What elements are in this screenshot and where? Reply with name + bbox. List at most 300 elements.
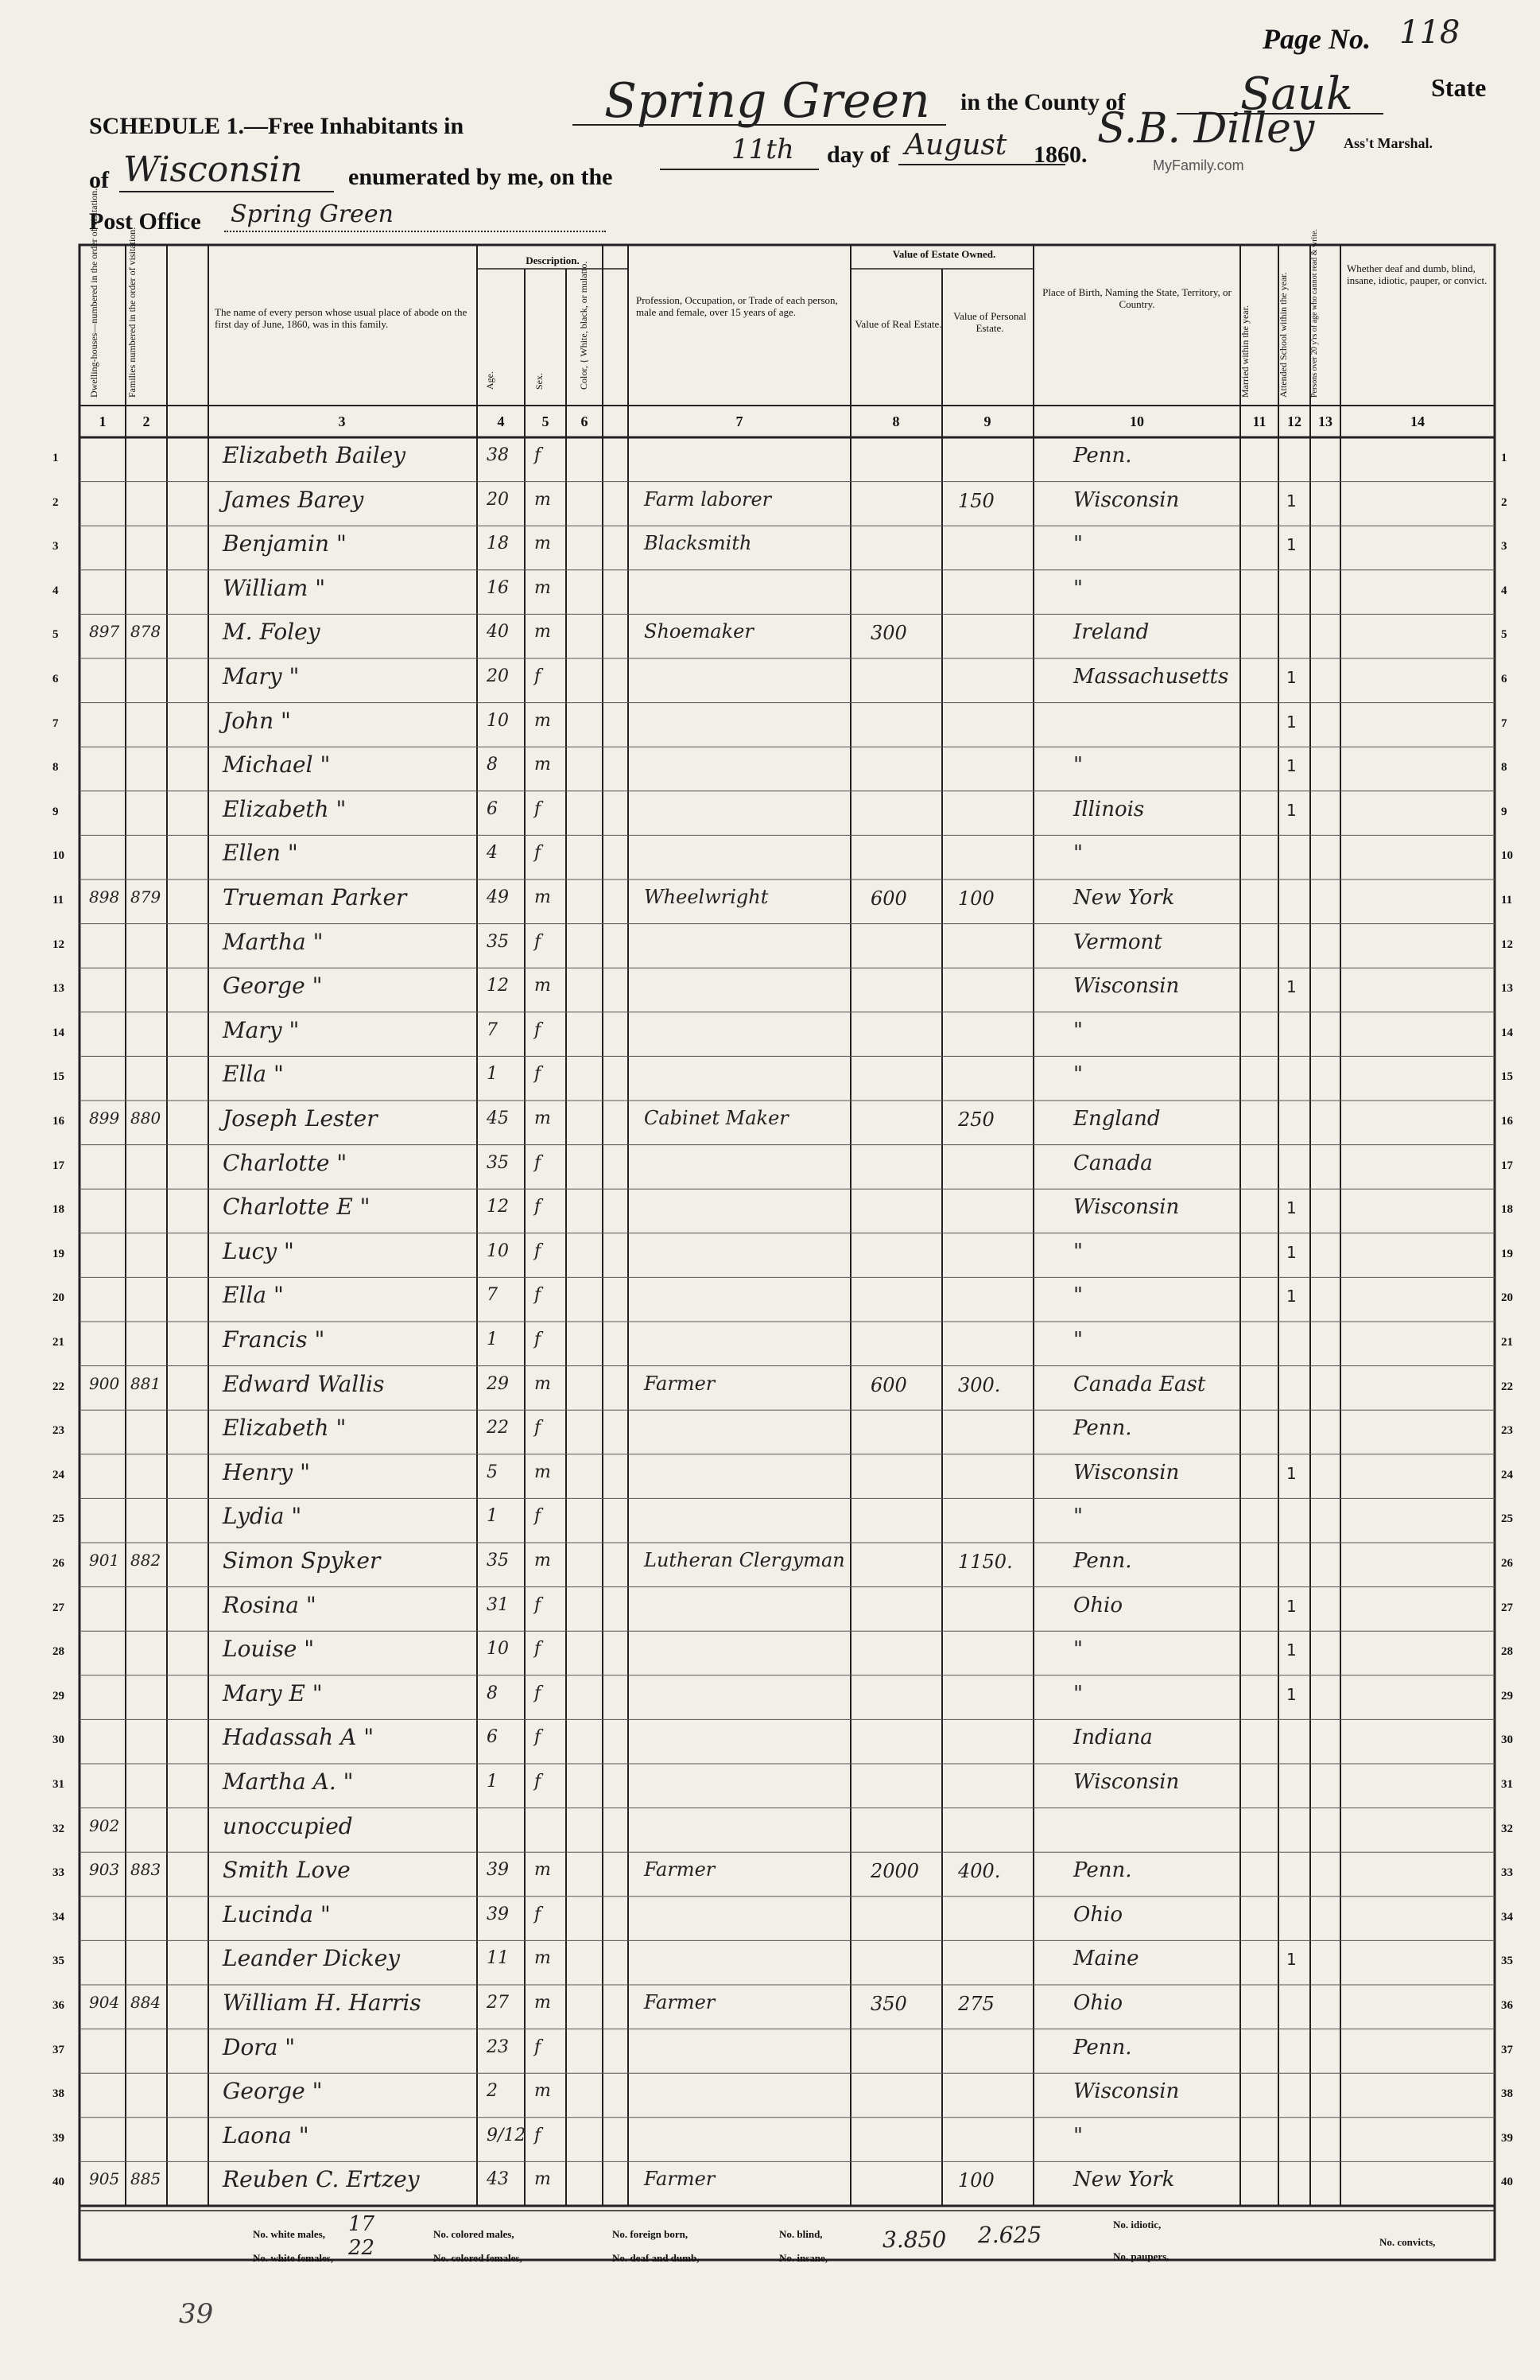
schedule-label: SCHEDULE 1.—Free Inhabitants in	[89, 113, 464, 139]
column-number: 3	[338, 413, 346, 429]
person-sex: f	[534, 1197, 541, 1217]
person-age: 20	[487, 666, 509, 686]
person-age: 49	[487, 887, 509, 907]
person-age: 45	[487, 1108, 509, 1128]
col12-header: Attended School within the year.	[1278, 272, 1289, 398]
place-of-birth: "	[1073, 1504, 1083, 1529]
row-number-right: 1	[1501, 452, 1507, 464]
row-number-right: 15	[1501, 1070, 1513, 1084]
person-name: James Barey	[223, 486, 364, 513]
row-number-left: 15	[52, 1070, 64, 1084]
row-number-right: 38	[1501, 2087, 1513, 2101]
person-sex: f	[534, 1639, 541, 1660]
person-occupation: Blacksmith	[644, 532, 752, 555]
row-number-left: 4	[52, 584, 59, 597]
family-number: 883	[130, 1860, 161, 1880]
row-number-right: 18	[1501, 1203, 1513, 1217]
place-of-birth: Ireland	[1073, 620, 1150, 645]
page-footer-mark: 39	[179, 2298, 214, 2330]
place-of-birth: "	[1073, 1062, 1083, 1087]
personal-estate-value: 150	[958, 489, 995, 512]
row-number-right: 33	[1501, 1866, 1513, 1880]
county-value: Sauk	[1240, 68, 1353, 120]
row-number-left: 17	[52, 1159, 64, 1172]
row-number-right: 12	[1501, 938, 1513, 951]
person-sex: m	[534, 577, 551, 598]
school-mark: 1	[1286, 1640, 1297, 1660]
person-name: Elizabeth "	[223, 1415, 347, 1442]
person-name: Benjamin "	[223, 530, 347, 557]
person-name: Ella "	[223, 1061, 284, 1088]
row-number-left: 30	[52, 1734, 64, 1747]
column-number: 12	[1287, 413, 1301, 429]
person-name: Leander Dickey	[223, 1945, 401, 1972]
school-mark: 1	[1286, 1198, 1297, 1218]
col14-header: Whether deaf and dumb, blind, insane, idiotic, pauper, or convict.	[1347, 262, 1488, 286]
person-sex: m	[534, 1108, 551, 1128]
place-of-birth: Wisconsin	[1073, 1770, 1180, 1794]
column-number: 7	[735, 413, 743, 429]
school-mark: 1	[1286, 1463, 1297, 1483]
person-age: 1	[487, 1772, 498, 1792]
person-sex: f	[534, 1904, 541, 1924]
col13-header: Persons over 20 y'rs of age who cannot read & write.	[1310, 228, 1319, 398]
person-name: Smith Love	[223, 1857, 351, 1884]
person-name: Louise "	[223, 1636, 315, 1663]
row-number-right: 37	[1501, 2043, 1513, 2056]
person-sex: f	[534, 1330, 541, 1349]
person-age: 1	[487, 1064, 498, 1085]
personal-estate-total: 2.625	[978, 2222, 1042, 2248]
month-value: August	[905, 129, 1007, 161]
person-age: 31	[487, 1594, 509, 1615]
row-number-right: 40	[1501, 2176, 1513, 2189]
row-number-right: 24	[1501, 1468, 1513, 1481]
place-of-birth: New York	[1073, 2168, 1175, 2192]
row-number-left: 37	[52, 2043, 64, 2056]
column-number: 10	[1130, 413, 1144, 429]
dwelling-number: 898	[89, 887, 120, 907]
row-number-right: 8	[1501, 761, 1507, 775]
place-of-birth: Illinois	[1073, 797, 1145, 821]
personal-estate-value: 1150.	[958, 1551, 1013, 1573]
person-sex: m	[534, 2169, 551, 2190]
row-number-left: 35	[52, 1955, 64, 1968]
person-occupation: Farmer	[644, 2168, 716, 2191]
person-age: 4	[487, 843, 498, 864]
row-number-left: 10	[52, 849, 64, 863]
personal-estate-value: 250	[958, 1108, 995, 1131]
col9-header: Value of Personal Estate.	[953, 310, 1026, 334]
school-mark: 1	[1286, 1287, 1297, 1306]
place-of-birth: Ohio	[1073, 1593, 1123, 1617]
row-number-right: 39	[1501, 2131, 1513, 2145]
column-number: 1	[99, 413, 107, 429]
person-occupation: Farmer	[644, 1991, 716, 2013]
col3-header: The name of every person whose usual place of abode on the first day of June, 1860, was in this family.	[215, 306, 467, 330]
person-occupation: Wheelwright	[644, 886, 769, 908]
row-number-left: 3	[52, 540, 59, 553]
column-number: 14	[1410, 413, 1425, 429]
row-number-right: 26	[1501, 1557, 1513, 1570]
colored-males-label: No. colored males,	[433, 2228, 514, 2240]
place-of-birth: Wisconsin	[1073, 487, 1180, 512]
person-age: 1	[487, 1506, 498, 1527]
person-name: Mary E "	[223, 1679, 323, 1706]
person-age: 7	[487, 1285, 498, 1306]
state-value: Wisconsin	[123, 149, 303, 190]
paupers-label: No. paupers,	[1113, 2250, 1170, 2262]
row-number-left: 19	[52, 1247, 64, 1260]
person-name: Charlotte E "	[223, 1194, 370, 1221]
estate-header: Value of Estate Owned.	[892, 248, 996, 260]
school-mark: 1	[1286, 1950, 1297, 1970]
person-sex: m	[534, 1860, 551, 1881]
person-name: Elizabeth Bailey	[223, 442, 406, 468]
white-females-value: 22	[348, 2236, 375, 2260]
dwelling-number: 903	[89, 1860, 120, 1880]
place-of-birth: Wisconsin	[1073, 2079, 1180, 2104]
person-sex: m	[534, 1993, 551, 2013]
person-age: 16	[487, 577, 509, 598]
person-age: 18	[487, 534, 509, 554]
row-number-left: 36	[52, 1999, 64, 2012]
person-age: 23	[487, 2036, 509, 2057]
col6-header: Color, { White, black, or mulatto.	[578, 261, 589, 390]
person-sex: f	[534, 1418, 541, 1438]
place-of-birth: "	[1073, 841, 1083, 866]
school-mark: 1	[1286, 1596, 1297, 1616]
row-number-left: 32	[52, 1822, 64, 1835]
page-label: Page No.	[1263, 23, 1371, 55]
place-of-birth: "	[1073, 1018, 1083, 1042]
person-name: John "	[223, 707, 291, 734]
dwelling-number: 901	[89, 1551, 120, 1570]
person-name: Rosina "	[223, 1591, 316, 1618]
person-age: 20	[487, 489, 509, 510]
enumerated-label: enumerated by me, on the	[348, 164, 613, 190]
person-age: 40	[487, 622, 509, 643]
real-estate-value: 350	[871, 1993, 907, 2015]
place-of-birth: Ohio	[1073, 1902, 1123, 1927]
person-name: Francis "	[223, 1326, 325, 1353]
column-number: 8	[892, 413, 900, 429]
row-number-left: 11	[52, 894, 64, 907]
row-number-right: 4	[1501, 584, 1507, 597]
place-of-birth: Ohio	[1073, 1991, 1123, 2015]
place-of-birth: Vermont	[1073, 930, 1162, 954]
person-occupation: Farmer	[644, 1372, 716, 1395]
person-name: Hadassah A "	[223, 1724, 374, 1751]
person-name: Ella "	[223, 1282, 284, 1309]
row-number-right: 21	[1501, 1336, 1513, 1349]
row-number-left: 20	[52, 1291, 64, 1305]
column-number: 11	[1252, 413, 1267, 429]
person-age: 29	[487, 1373, 509, 1394]
personal-estate-value: 275	[958, 1993, 995, 2015]
family-number: 884	[130, 1993, 161, 2012]
person-sex: f	[534, 1772, 541, 1792]
row-number-left: 9	[52, 805, 59, 818]
township-value: Spring Green	[604, 73, 930, 129]
dwelling-number: 904	[89, 1993, 120, 2012]
dwelling-number: 897	[89, 622, 120, 642]
column-number: 5	[541, 413, 549, 429]
school-mark: 1	[1286, 756, 1297, 776]
foreign-born-label: No. foreign born,	[612, 2228, 689, 2240]
school-mark: 1	[1286, 491, 1297, 511]
person-occupation: Shoemaker	[644, 620, 754, 643]
person-age: 39	[487, 1904, 509, 1924]
col5-header: Sex.	[533, 373, 545, 390]
place-of-birth: "	[1073, 576, 1083, 600]
place-of-birth: England	[1073, 1107, 1161, 1131]
col4-header: Age.	[484, 371, 495, 390]
row-number-left: 26	[52, 1557, 64, 1570]
row-number-right: 25	[1501, 1512, 1513, 1526]
place-of-birth: Canada East	[1073, 1372, 1206, 1396]
row-number-right: 23	[1501, 1424, 1513, 1438]
page-number: 118	[1399, 14, 1460, 51]
col2-header: Families numbered in the order of visitation.	[126, 227, 138, 398]
place-of-birth: Canada	[1073, 1151, 1153, 1175]
personal-estate-value: 100	[958, 887, 995, 910]
place-of-birth: "	[1073, 1681, 1083, 1706]
white-males-value: 17	[348, 2212, 375, 2236]
place-of-birth: "	[1073, 2123, 1083, 2148]
person-sex: f	[534, 2125, 541, 2145]
place-of-birth: "	[1073, 1239, 1083, 1264]
year-value: 1860.	[1034, 142, 1088, 168]
row-number-left: 25	[52, 1512, 64, 1526]
row-number-left: 22	[52, 1380, 64, 1393]
person-age: 10	[487, 1639, 509, 1660]
row-number-right: 2	[1501, 495, 1507, 509]
person-name: Trueman Parker	[223, 884, 407, 910]
person-name: Ellen "	[223, 840, 298, 867]
state-label: State	[1431, 73, 1487, 102]
person-sex: f	[534, 1594, 541, 1615]
person-sex: m	[534, 534, 551, 554]
row-number-left: 21	[52, 1336, 64, 1349]
person-name: Martha "	[223, 928, 324, 955]
person-sex: f	[534, 1240, 541, 1261]
row-number-right: 6	[1501, 673, 1507, 685]
person-age: 5	[487, 1462, 498, 1482]
person-name: Henry "	[223, 1458, 311, 1485]
place-of-birth: Indiana	[1073, 1726, 1153, 1750]
person-name: Dora "	[223, 2033, 296, 2060]
column-number: 4	[497, 413, 505, 429]
row-number-left: 7	[52, 716, 59, 730]
marshal-label: Ass't Marshal.	[1344, 135, 1433, 151]
row-number-right: 20	[1501, 1291, 1513, 1305]
row-number-left: 13	[52, 982, 64, 996]
person-age: 9/12	[487, 2125, 526, 2145]
column-number: 9	[983, 413, 991, 429]
school-mark: 1	[1286, 1242, 1297, 1262]
place-of-birth: Maine	[1073, 1947, 1139, 1971]
person-sex: m	[534, 489, 551, 510]
person-age: 12	[487, 1197, 509, 1217]
person-name: Martha A. "	[223, 1768, 354, 1795]
row-number-left: 5	[52, 628, 59, 642]
person-age: 2	[487, 2081, 498, 2102]
watermark: MyFamily.com	[1153, 157, 1244, 173]
person-sex: f	[534, 931, 541, 952]
place-of-birth: "	[1073, 753, 1083, 778]
place-of-birth: Penn.	[1073, 1549, 1132, 1573]
person-age: 39	[487, 1860, 509, 1881]
blind-label: No. blind,	[779, 2228, 823, 2240]
person-sex: f	[534, 2036, 541, 2057]
row-number-left: 14	[52, 1026, 64, 1039]
family-number: 881	[130, 1373, 161, 1393]
person-age: 7	[487, 1019, 498, 1040]
person-age: 8	[487, 755, 498, 775]
person-age: 6	[487, 798, 498, 819]
person-age: 11	[487, 1948, 509, 1969]
place-of-birth: Penn.	[1073, 2035, 1132, 2060]
place-of-birth: "	[1073, 1328, 1083, 1352]
col7-header: Profession, Occupation, or Trade of each person, male and female, over 15 years of age.	[636, 294, 838, 318]
row-number-left: 29	[52, 1689, 64, 1702]
person-name: Charlotte "	[223, 1149, 347, 1176]
person-age: 10	[487, 710, 509, 731]
place-of-birth: Wisconsin	[1073, 1460, 1180, 1485]
person-sex: m	[534, 622, 551, 643]
post-office-value: Spring Green	[231, 200, 394, 228]
row-number-right: 19	[1501, 1247, 1513, 1260]
row-number-left: 27	[52, 1601, 64, 1614]
person-sex: f	[534, 666, 541, 686]
family-number: 882	[130, 1551, 161, 1570]
person-age: 35	[487, 931, 509, 952]
row-number-right: 16	[1501, 1115, 1513, 1128]
person-name: Mary "	[223, 663, 300, 689]
row-number-left: 2	[52, 495, 59, 509]
person-sex: m	[534, 755, 551, 775]
person-occupation: Cabinet Maker	[644, 1107, 789, 1129]
school-mark: 1	[1286, 977, 1297, 997]
row-number-right: 7	[1501, 716, 1507, 730]
row-number-left: 18	[52, 1203, 64, 1217]
row-number-left: 6	[52, 673, 59, 685]
column-number: 13	[1318, 413, 1332, 429]
person-name: Michael "	[223, 751, 331, 778]
person-sex: f	[534, 1683, 541, 1703]
dwelling-number: 902	[89, 1815, 120, 1835]
row-number-left: 31	[52, 1778, 64, 1791]
family-number: 879	[130, 887, 161, 907]
real-estate-value: 300	[871, 622, 907, 645]
row-number-left: 33	[52, 1866, 64, 1880]
person-name: William "	[223, 574, 326, 601]
row-number-left: 24	[52, 1468, 64, 1481]
family-number: 885	[130, 2169, 161, 2189]
row-number-left: 28	[52, 1645, 64, 1659]
place-of-birth: Wisconsin	[1073, 1195, 1180, 1220]
school-mark: 1	[1286, 668, 1297, 687]
col10-header: Place of Birth, Naming the State, Territory, or Country.	[1042, 286, 1232, 310]
row-number-right: 13	[1501, 982, 1513, 996]
person-sex: f	[534, 798, 541, 819]
colored-females-label: No. colored females,	[433, 2252, 522, 2264]
person-name: Laona "	[223, 2122, 309, 2149]
row-number-left: 23	[52, 1424, 64, 1438]
place-of-birth: "	[1073, 1283, 1083, 1308]
school-mark: 1	[1286, 800, 1297, 820]
row-number-left: 12	[52, 938, 64, 951]
school-mark: 1	[1286, 712, 1297, 732]
place-of-birth: "	[1073, 532, 1083, 557]
dwelling-number: 905	[89, 2169, 120, 2189]
place-of-birth: Wisconsin	[1073, 974, 1180, 999]
person-occupation: Farmer	[644, 1858, 716, 1881]
school-mark: 1	[1286, 1684, 1297, 1704]
day-of-label: day of	[827, 142, 890, 168]
row-number-left: 1	[52, 452, 59, 464]
row-number-right: 11	[1501, 894, 1513, 907]
person-name: unoccupied	[223, 1812, 353, 1839]
person-sex: f	[534, 1064, 541, 1085]
marshal-signature: S.B. Dilley	[1097, 105, 1315, 153]
person-age: 8	[487, 1683, 498, 1703]
person-occupation: Lutheran Clergyman	[644, 1549, 845, 1571]
row-number-left: 8	[52, 761, 59, 775]
person-sex: f	[534, 1506, 541, 1527]
row-number-left: 40	[52, 2176, 64, 2189]
person-age: 22	[487, 1418, 509, 1438]
person-name: George "	[223, 2078, 323, 2105]
row-number-right: 28	[1501, 1645, 1513, 1659]
person-name: Lydia "	[223, 1503, 302, 1530]
place-of-birth: Massachusetts	[1073, 665, 1229, 689]
row-number-right: 14	[1501, 1026, 1513, 1039]
person-sex: m	[534, 1462, 551, 1482]
school-mark: 1	[1286, 535, 1297, 555]
person-sex: m	[534, 1551, 551, 1570]
dwelling-number: 899	[89, 1108, 120, 1128]
person-occupation: Farm laborer	[644, 487, 772, 511]
person-sex: f	[534, 1727, 541, 1748]
col1-header: Dwelling-houses—numbered in the order of visitation.	[88, 188, 99, 398]
person-name: Simon Spyker	[223, 1547, 381, 1574]
row-number-right: 10	[1501, 849, 1513, 863]
real-estate-value: 2000	[871, 1860, 920, 1883]
person-age: 38	[487, 445, 509, 465]
row-number-right: 5	[1501, 628, 1507, 642]
description-header: Description.	[526, 254, 580, 266]
column-number: 6	[580, 413, 588, 429]
of-label: of	[89, 167, 109, 193]
row-number-left: 38	[52, 2087, 64, 2101]
row-number-right: 3	[1501, 540, 1507, 553]
row-number-right: 22	[1501, 1380, 1513, 1393]
person-age: 35	[487, 1551, 509, 1570]
row-number-right: 34	[1501, 1910, 1513, 1924]
person-name: M. Foley	[223, 619, 320, 646]
person-name: Elizabeth "	[223, 795, 347, 822]
row-number-right: 9	[1501, 805, 1507, 818]
personal-estate-value: 300.	[958, 1373, 1001, 1396]
real-estate-total: 3.850	[882, 2227, 947, 2253]
row-number-right: 17	[1501, 1159, 1513, 1172]
person-sex: m	[534, 887, 551, 907]
person-name: Lucy "	[223, 1237, 294, 1264]
family-number: 880	[130, 1108, 161, 1128]
county-label: in the County of	[960, 89, 1126, 115]
